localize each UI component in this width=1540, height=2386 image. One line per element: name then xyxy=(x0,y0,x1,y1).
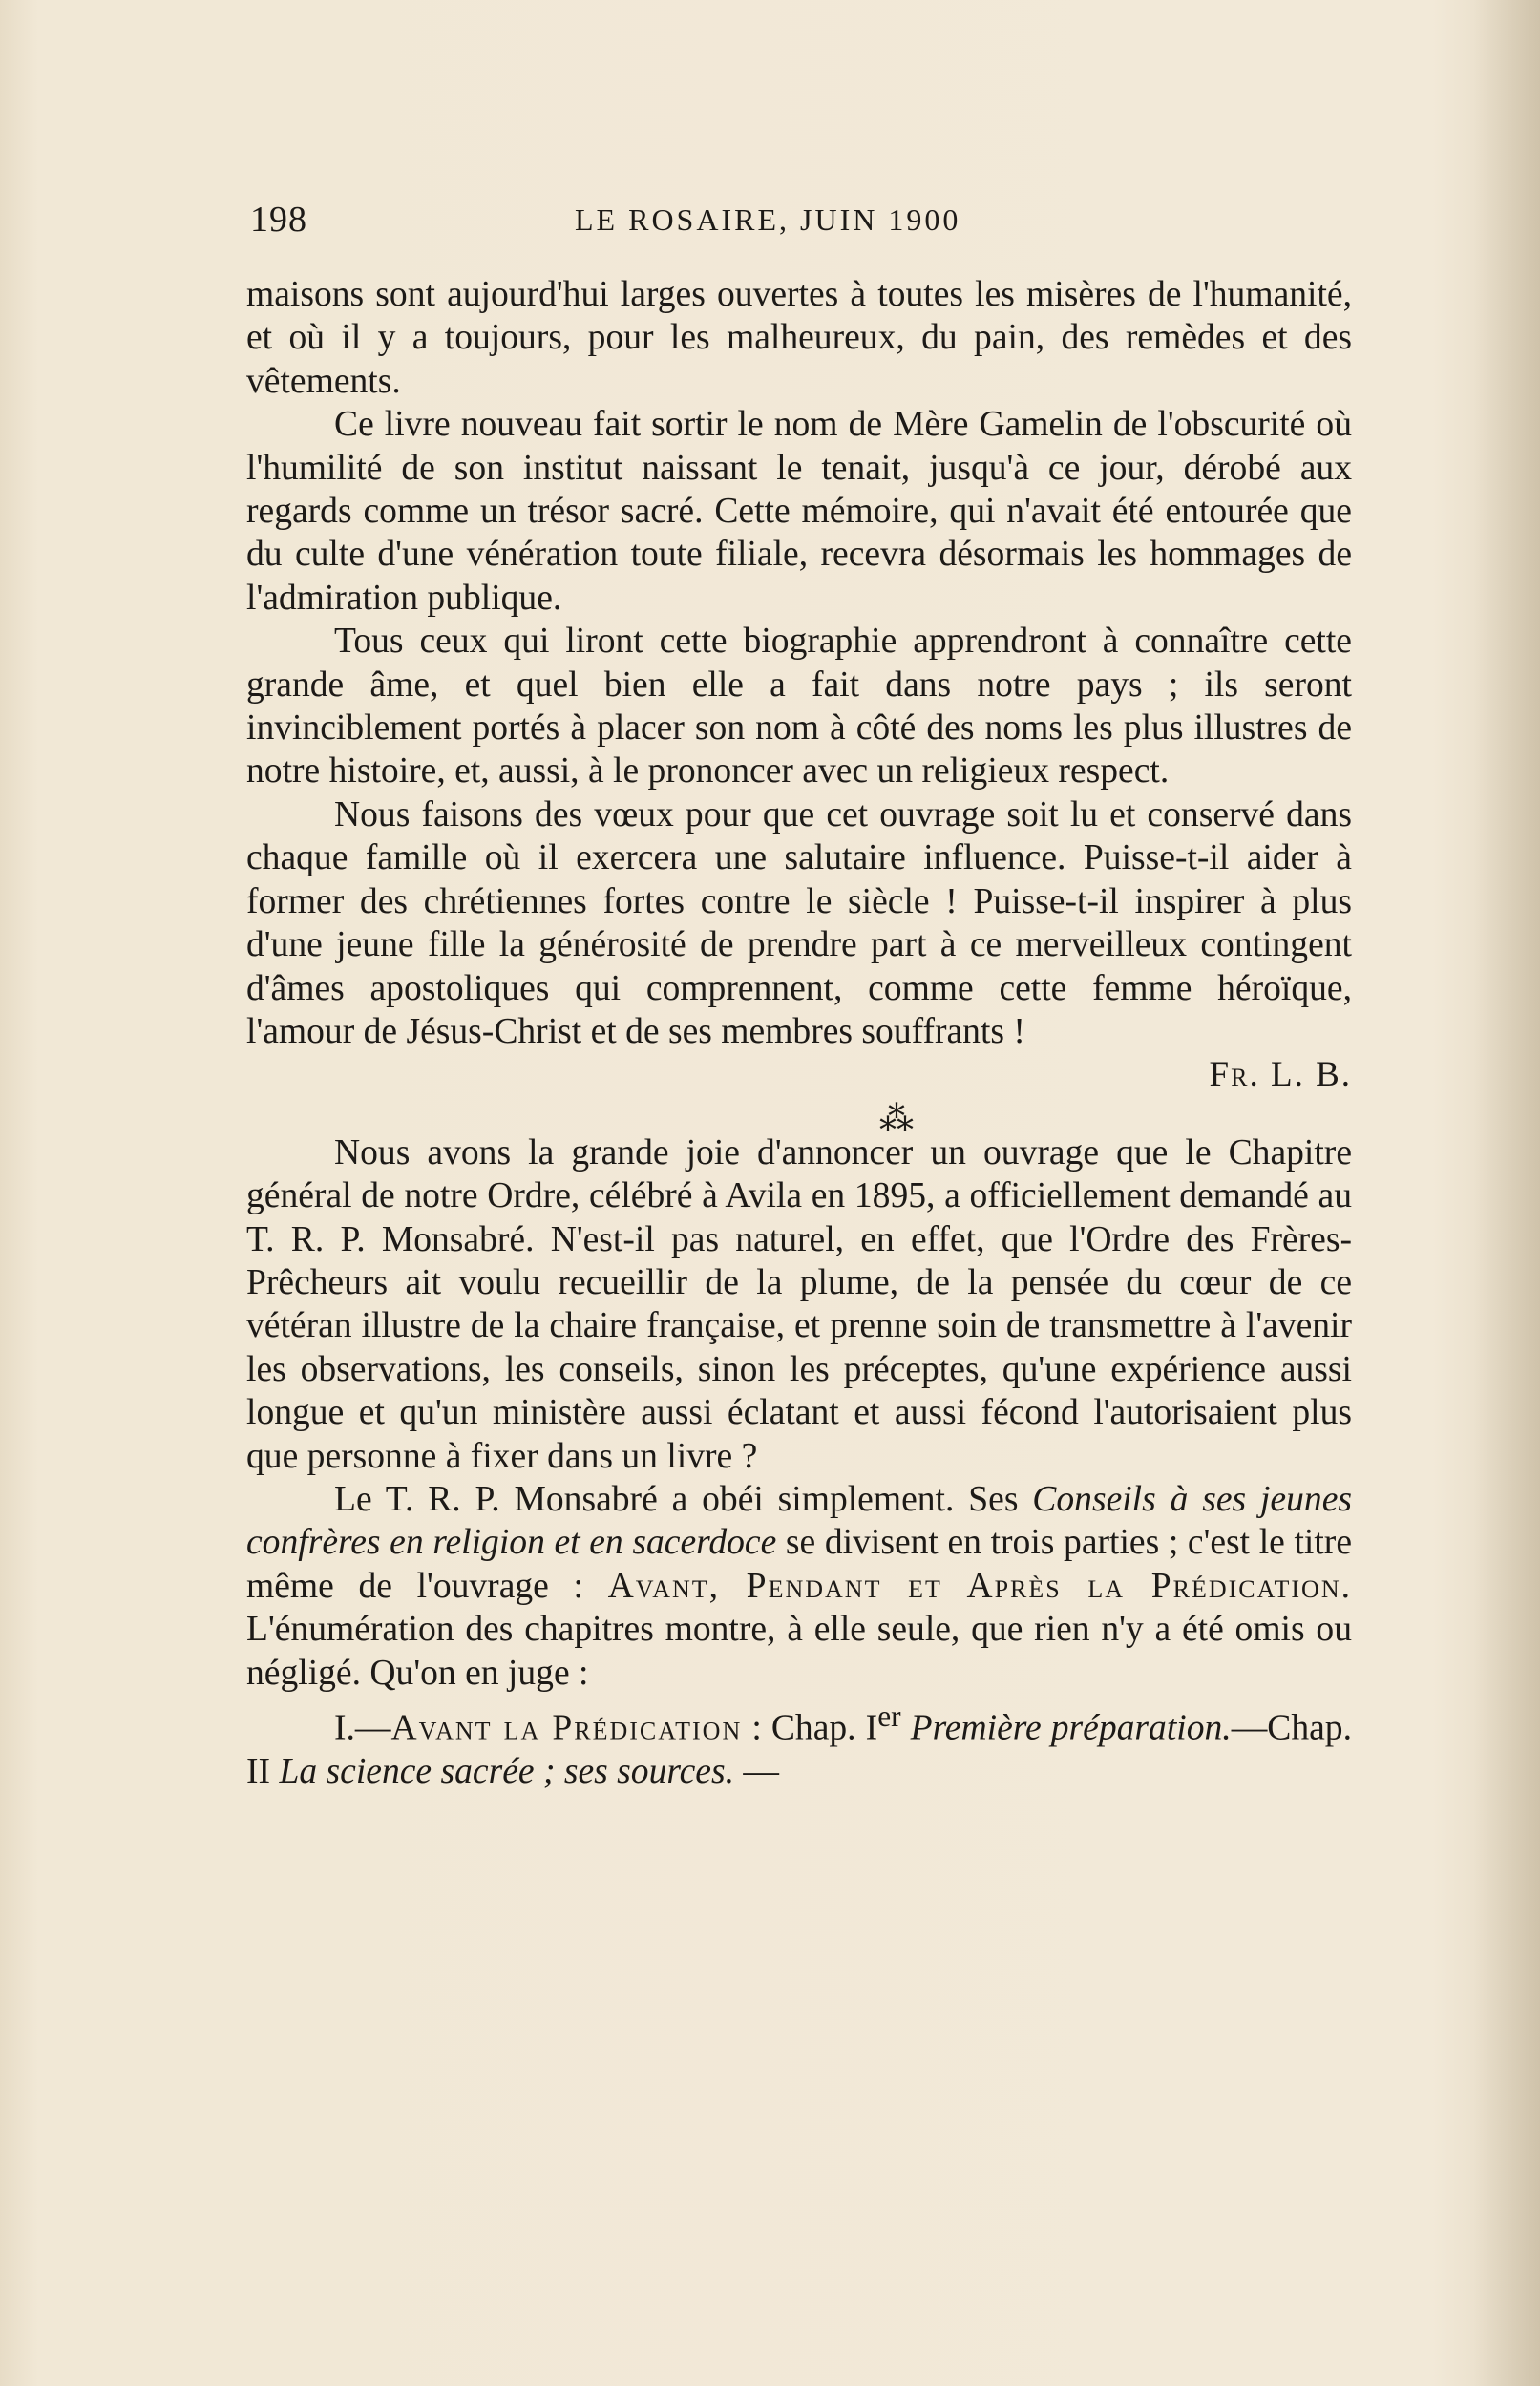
paragraph-7 xyxy=(246,1695,1352,1793)
ordinal-superscript: er xyxy=(877,1700,901,1733)
paragraph-7-text-e: — xyxy=(734,1751,779,1791)
article-body xyxy=(246,273,1352,1793)
paragraph-5: Nous avons la grande joie d'annoncer un ouvrage que le Chapitre général de notre Ordre, célébré à Avila en 1895, a officiellement demandé au T. R. P. Monsabré. N'est-il pas naturel, en effet, que l'Ordre des Frères-Prêcheurs ait voulu recueillir de la plume, de la pensée du cœur de ce vétéran illustre de la chaire française, et prenne soin de transmettre à l'avenir les observations, les conseils, sinon les préceptes, qu'une expérience aussi longue et qu'un ministère aussi éclatant et aussi fécond l'autorisaient plus que personne à fixer dans un livre ? xyxy=(246,1132,1352,1476)
paragraph-2: Ce livre nouveau fait sortir le nom de Mère Gamelin de l'obscurité où l'humilité de son institut naissant le tenait, jusqu'à ce jour, dérobé aux regards comme un trésor sacré. Cette mémoire, qui n'avait été entourée que du culte d'une vénération toute filiale, recevra désormais les hommages de l'admiration publique. xyxy=(246,405,1352,618)
paragraph-7-text-a: I.— xyxy=(334,1708,391,1748)
paragraph-6-text-c: L'énumération des chapitres montre, à elle seule, que rien n'y a été omis ou négligé. Qu'on en juge : xyxy=(246,1610,1352,1693)
paragraph-3: Tous ceux qui liront cette biographie apprendront à connaître cette grande âme, et quel bien elle a fait dans notre pays ; ils seront invinciblement portés à placer son nom à côté des noms les plus illustres de notre histoire, et, aussi, à le prononcer avec un religieux respect. xyxy=(246,622,1352,792)
paragraph-7-text-b: : Chap. I xyxy=(742,1708,878,1748)
book-parts: Avant, Pendant et Après la Prédication. xyxy=(607,1566,1353,1606)
chapter-2-title: La science sacrée ; ses sources. xyxy=(279,1751,734,1791)
spine-shadow xyxy=(1473,0,1540,2386)
paragraph-7-text-d: —Chap. II xyxy=(246,1708,1352,1791)
page-number: 198 xyxy=(250,200,307,240)
book-title: Conseils à ses jeunes confrères en religion et en sacerdoce xyxy=(246,1479,1352,1563)
paragraph-6-text-b: se divisent en trois parties ; c'est le titre même de l'ouvrage : xyxy=(246,1523,1352,1606)
author-signature xyxy=(246,1053,1352,1096)
paragraph-4: Nous faisons des vœux pour que cet ouvrage soit lu et conservé dans chaque famille où il exercera une salutaire influence. Puisse-t-il aider à former des chrétiennes fortes contre le siècle ! Puisse-t-il inspirer à plus d'une jeune fille la générosité de prendre part à ce merveilleux contingent d'âmes apostoliques qui comprennent, comme cette femme héroïque, l'amour de Jésus-Christ et de ses membres souffrants ! xyxy=(246,794,1352,1051)
paragraph-1: maisons sont aujourd'hui larges ouvertes à toutes les misères de l'humanité, et où il y a toujours, pour les malheureux, du pain, des remèdes et des vêtements. xyxy=(246,275,1352,401)
chapter-1-title: Première préparation. xyxy=(910,1708,1232,1748)
page-header xyxy=(250,199,1348,246)
paragraph-6 xyxy=(246,1478,1352,1695)
paragraph-6-text-a: Le T. R. P. Monsabré a obéi simplement. Ses xyxy=(334,1479,1033,1519)
running-head: LE ROSAIRE, JUIN 1900 xyxy=(575,202,961,237)
paragraph-7-text-c xyxy=(901,1709,911,1748)
asterism-separator: ⁂ xyxy=(879,1099,910,1138)
section-name: Avant la Prédication xyxy=(390,1708,743,1748)
signature-text: Fr. L. B. xyxy=(1209,1055,1352,1095)
